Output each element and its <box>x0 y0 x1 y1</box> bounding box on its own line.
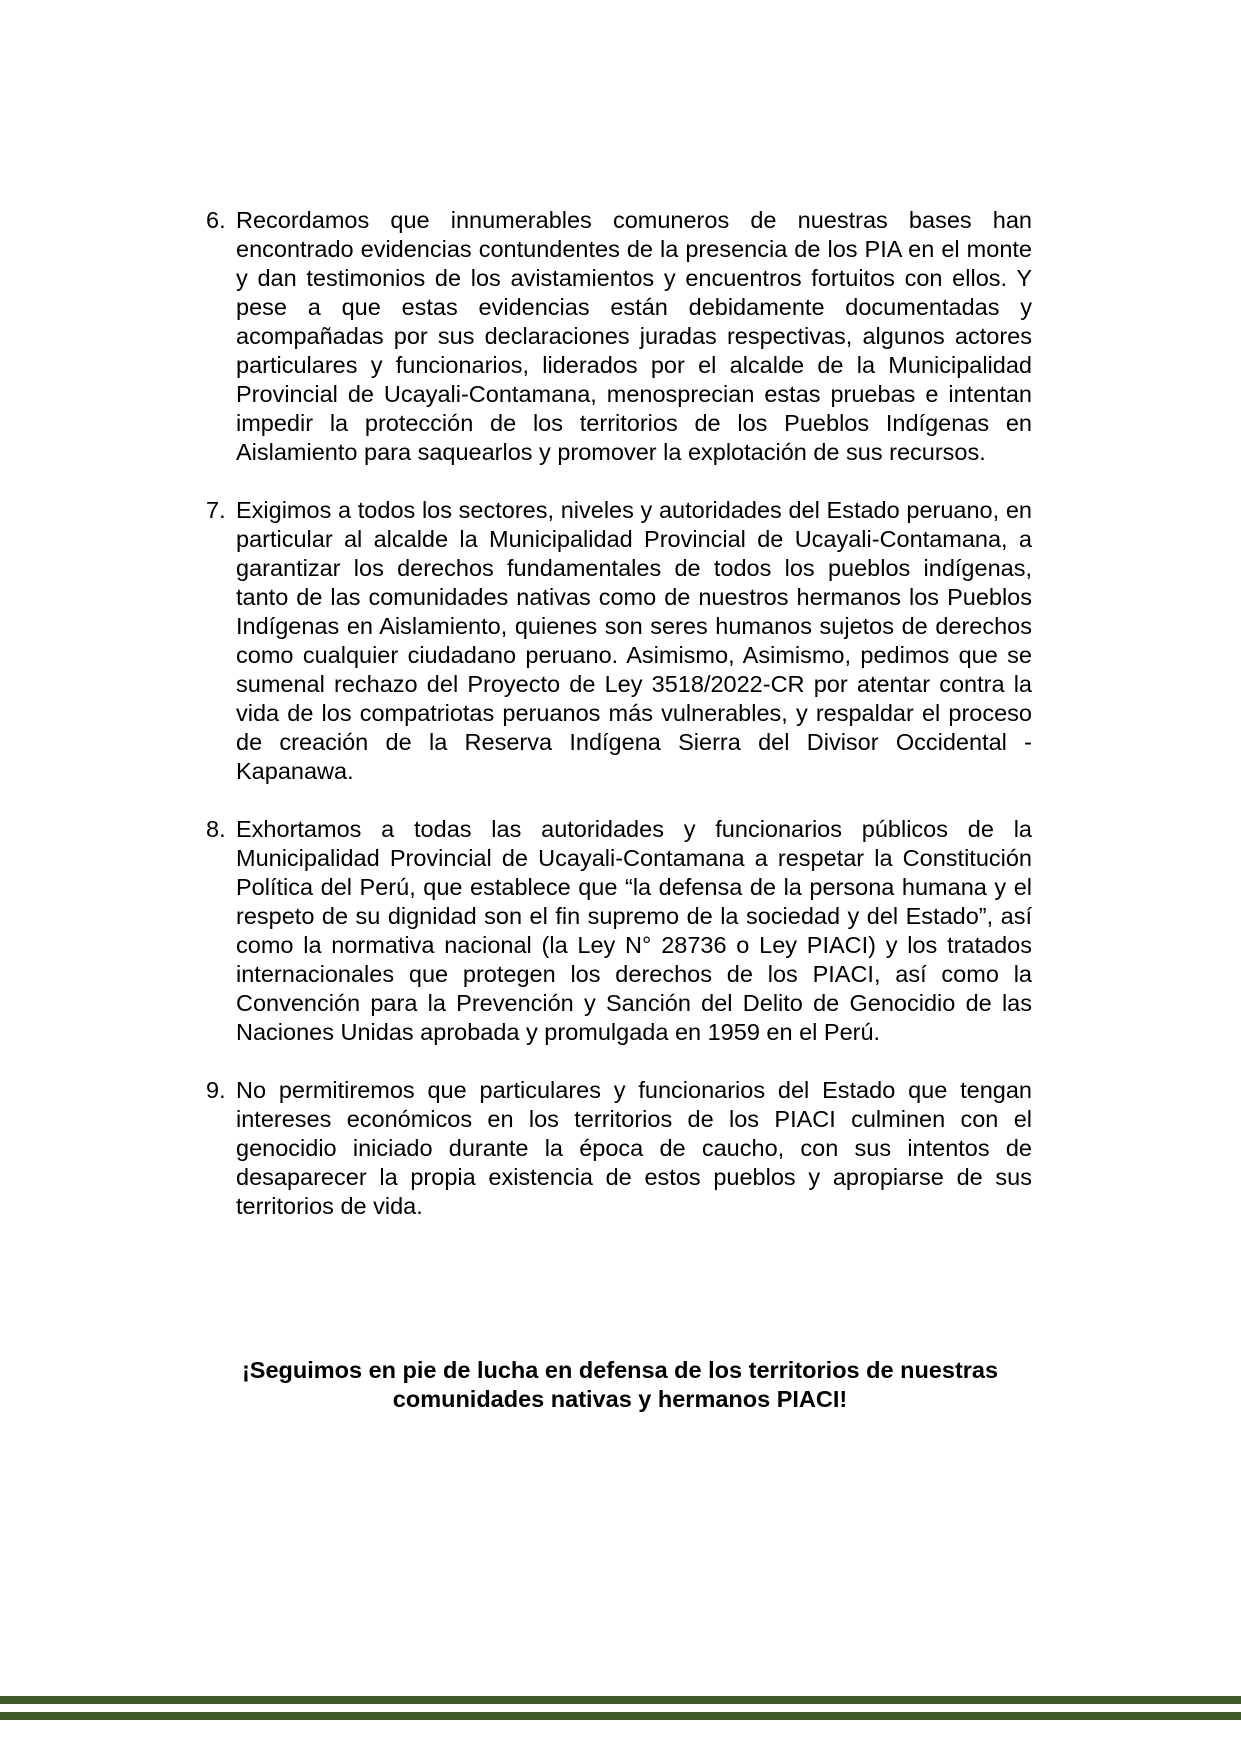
closing-line-2: comunidades nativas y hermanos PIACI! <box>392 1386 848 1412</box>
list-item-number: 8. <box>206 816 226 842</box>
list-item-8 <box>206 815 1032 1047</box>
numbered-list <box>206 206 1032 1250</box>
list-item-number: 9. <box>206 1077 226 1103</box>
footer-stripe-bottom <box>0 1712 1241 1720</box>
list-item-7 <box>206 496 1032 786</box>
closing-line-1: ¡Seguimos en pie de lucha en defensa de los territorios de nuestras <box>241 1357 999 1383</box>
closing-statement <box>190 1356 1050 1414</box>
list-item-text: No permitiremos que particulares y funcionarios del Estado que tengan intereses económicos en los territorios de los PIACI culminen con el genocidio iniciado durante la época de caucho, con sus intentos de desaparecer la propia existencia de estos pueblos y apropiarse de sus territorios de vida. <box>236 1077 1032 1219</box>
list-item-text: Exhortamos a todas las autoridades y funcionarios públicos de la Municipalidad Provincial de Ucayali-Contamana a respetar la Constitución Política del Perú, que establece que “la defensa de la persona humana y el respeto de su dignidad son el fin supremo de la sociedad y del Estado”, así como la normativa nacional (la Ley N° 28736 o Ley PIACI) y los tratados internacionales que protegen los derechos de los PIACI, así como la Convención para la Prevención y Sanción del Delito de Genocidio de las Naciones Unidas aprobada y promulgada en 1959 en el Perú. <box>236 816 1032 1045</box>
list-item-6 <box>206 206 1032 467</box>
list-item-text: Exigimos a todos los sectores, niveles y autoridades del Estado peruano, en particular al alcalde la Municipalidad Provincial de Ucayali-Contamana, a garantizar los derechos fundamentales de todos los pueblos indígenas, tanto de las comunidades nativas como de nuestros hermanos los Pueblos Indígenas en Aislamiento, quienes son seres humanos sujetos de derechos como cualquier ciudadano peruano. Asimismo, Asimismo, pedimos que se sumenal rechazo del Proyecto de Ley 3518/2022-CR por atentar contra la vida de los compatriotas peruanos más vulnerables, y respaldar el proceso de creación de la Reserva Indígena Sierra del Divisor Occidental - Kapanawa. <box>236 497 1032 784</box>
list-item-9 <box>206 1076 1032 1221</box>
footer-stripe-top <box>0 1696 1241 1704</box>
list-item-text: Recordamos que innumerables comuneros de nuestras bases han encontrado evidencias contundentes de la presencia de los PIA en el monte y dan testimonios de los avistamientos y encuentros fortuitos con ellos. Y pese a que estas evidencias están debidamente documentadas y acompañadas por sus declaraciones juradas respectivas, algunos actores particulares y funcionarios, liderados por el alcalde de la Municipalidad Provincial de Ucayali-Contamana, menosprecian estas pruebas e intentan impedir la protección de los territorios de los Pueblos Indígenas en Aislamiento para saquearlos y promover la explotación de sus recursos. <box>236 207 1032 465</box>
list-item-number: 6. <box>206 207 226 233</box>
list-item-number: 7. <box>206 497 226 523</box>
